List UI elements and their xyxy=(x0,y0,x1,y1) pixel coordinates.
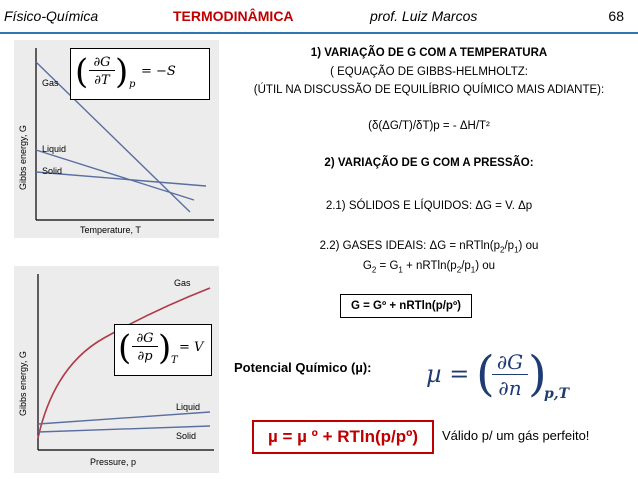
ideal-gases-equation: 2.2) GASES IDEAIS: $\Delta G = nRTln(p_2/p_1)$ ou xyxy=(319,240,539,255)
validity-note: Válido p/ um gás perfeito! xyxy=(442,428,590,443)
section1-title: 1) VARIAÇÃO DE G COM A TEMPERATURA xyxy=(310,47,548,59)
chemical-potential-formula: µ = ( ∂G ∂n ) p,T xyxy=(426,346,570,402)
boxed-gibbs-pressure-equation: G = Gº + nRTln(p/pº) xyxy=(340,294,472,318)
figure1-gas-label: Gas xyxy=(42,78,59,88)
author: prof. Luiz Marcos xyxy=(370,8,478,24)
header-rule xyxy=(0,32,638,34)
figure2-xlabel: Pressure, p xyxy=(90,457,137,467)
figure1-xlabel: Temperature, T xyxy=(80,225,141,235)
gibbs-helmholtz-equation: (δ(ΔG/T)/δT)p = - ΔH/T² xyxy=(368,120,490,132)
ideal-gases-equation-2: $G_2 = G_1 + nRTln(p_2/p_1)$ ou xyxy=(362,260,496,275)
figure2-ylabel: Gibbs energy, G xyxy=(18,351,28,416)
chemical-potential-label: Potencial Químico (µ): xyxy=(234,360,372,375)
solids-liquids-equation: 2.1) SÓLIDOS E LÍQUIDOS: ΔG = V. Δp xyxy=(325,200,533,212)
figure2-liquid-label: Liquid xyxy=(176,402,201,412)
figure2-gas-label: Gas xyxy=(174,278,191,288)
topic-title: TERMODINÂMICA xyxy=(173,8,294,24)
page-number: 68 xyxy=(608,8,624,24)
figure-g-vs-temperature xyxy=(14,40,219,238)
figure2-liquid-line xyxy=(38,412,210,424)
figure-g-vs-pressure xyxy=(14,266,219,473)
section1-subtitle: ( EQUAÇÃO DE GIBBS-HELMHOLTZ: xyxy=(330,66,528,78)
figure1-ylabel: Gibbs energy, G xyxy=(18,125,28,190)
figure1-solid-label: Solid xyxy=(42,166,63,176)
section2-title: 2) VARIAÇÃO DE G COM A PRESSÃO: xyxy=(324,157,534,169)
section1-note: (ÚTIL NA DISCUSSÃO DE EQUILÍBRIO QUÍMICO MAIS ADIANTE): xyxy=(253,84,605,96)
chemical-potential-red-formula: µ = µ º + RTln(p/pº) xyxy=(252,420,434,454)
course-title: Físico-Química xyxy=(4,8,99,24)
figure2-equation: ( ∂G ∂p ) T = V xyxy=(114,324,212,376)
figure1-equation: ( ∂G ∂T ) p = −S xyxy=(70,48,210,100)
figure2-solid-label: Solid xyxy=(176,431,197,441)
figure1-liquid-label: Liquid xyxy=(42,144,67,154)
